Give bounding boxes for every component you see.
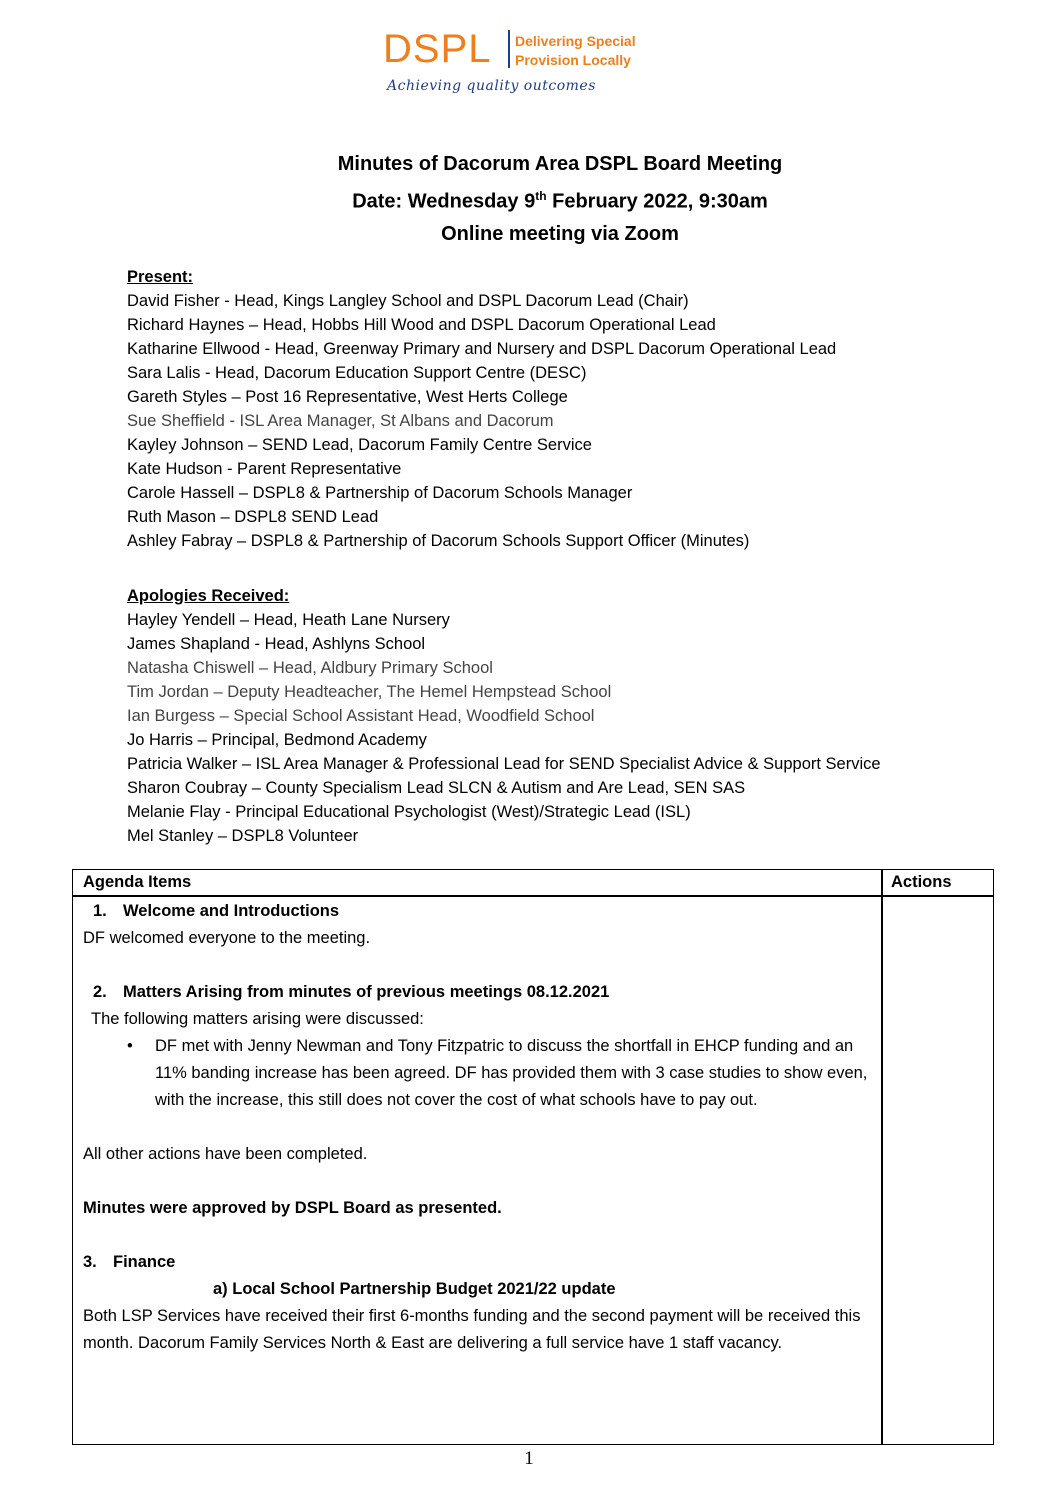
meeting-location: Online meeting via Zoom	[441, 222, 679, 245]
section-2-heading	[83, 979, 873, 1006]
spacer	[83, 1168, 873, 1195]
spacer	[83, 952, 873, 979]
present-list	[127, 265, 836, 553]
list-item: Natasha Chiswell – Head, Aldbury Primary School	[127, 659, 493, 677]
list-item: Jo Harris – Principal, Bedmond Academy	[127, 731, 427, 749]
section-2-bullet	[83, 1033, 873, 1114]
logo-subtitle-line2: Provision Locally	[515, 52, 631, 68]
list-item: Carole Hassell – DSPL8 & Partnership of Dacorum Schools Manager	[127, 484, 633, 502]
list-item: Mel Stanley – DSPL8 Volunteer	[127, 827, 359, 845]
section-2-intro: The following matters arising were discussed:	[91, 1010, 424, 1028]
column-divider	[881, 870, 883, 1444]
list-item: Sue Sheffield - ISL Area Manager, St Albans and Dacorum	[127, 412, 554, 430]
document-title: Minutes of Dacorum Area DSPL Board Meeting	[337, 153, 783, 175]
section-number: 2.	[93, 983, 107, 1001]
section-title: Finance	[113, 1253, 176, 1271]
list-item: Ruth Mason – DSPL8 SEND Lead	[127, 508, 379, 526]
bullet-text: DF met with Jenny Newman and Tony Fitzpatric to discuss the shortfall in EHCP funding and an 11% banding increase has been agreed. DF has provided them with 3 case studies to show even, with the increase, this still does not cover the cost of what schools have to pay out.	[155, 1037, 868, 1109]
section-2-other: All other actions have been completed.	[83, 1145, 368, 1163]
list-item: Ian Burgess – Special School Assistant Head, Woodfield School	[127, 707, 595, 725]
list-item: Kayley Johnson – SEND Lead, Dacorum Family Centre Service	[127, 436, 592, 454]
meeting-date-prefix: Date: Wednesday 9	[352, 190, 536, 213]
header-divider	[73, 895, 993, 897]
section-3a-heading: a) Local School Partnership Budget 2021/22 update	[213, 1280, 616, 1298]
list-item	[127, 800, 881, 824]
meeting-date-sup: th	[535, 189, 547, 203]
section-1-text: DF welcomed everyone to the meeting.	[83, 929, 371, 947]
apologies-list	[127, 584, 881, 848]
agenda-items-header: Agenda Items	[83, 873, 192, 891]
bullet-icon: •	[127, 1037, 133, 1055]
section-title: Welcome and Introductions	[123, 902, 340, 920]
present-heading: Present:	[127, 268, 194, 286]
list-item: Tim Jordan – Deputy Headteacher, The Hemel Hempstead School	[127, 683, 612, 701]
section-title: Matters Arising from minutes of previous meetings 08.12.2021	[123, 983, 610, 1001]
list-item: Richard Haynes – Head, Hobbs Hill Wood and DSPL Dacorum Operational Lead	[127, 316, 716, 334]
spacer	[83, 1222, 873, 1249]
logo-divider	[508, 30, 510, 68]
section-2-approved: Minutes were approved by DSPL Board as presented.	[83, 1199, 502, 1217]
document-header	[250, 148, 870, 250]
agenda-content	[83, 898, 873, 1357]
list-item: James Shapland - Head, Ashlyns School	[127, 635, 426, 653]
agenda-table	[72, 869, 994, 1445]
actions-header: Actions	[891, 873, 952, 891]
list-item: Gareth Styles – Post 16 Representative, West Herts College	[127, 388, 568, 406]
spacer	[83, 1114, 873, 1141]
dspl-logo	[383, 26, 683, 98]
page-number: 1	[524, 1448, 534, 1469]
section-3a-text: Both LSP Services have received their first 6-months funding and the second payment will be received this month. Dacorum Family Services North & East are delivering a full service have 1 staff vacancy.	[83, 1307, 861, 1352]
logo-subtitle	[515, 32, 636, 70]
list-item: Sharon Coubray – County Specialism Lead SLCN & Autism and Are Lead, SEN SAS	[127, 779, 746, 797]
list-item: Ashley Fabray – DSPL8 & Partnership of Dacorum Schools Support Officer (Minutes)	[127, 532, 750, 550]
section-number: 3.	[83, 1253, 97, 1271]
list-item: David Fisher - Head, Kings Langley School and DSPL Dacorum Lead (Chair)	[127, 292, 689, 310]
section-1-heading	[83, 898, 873, 925]
list-item: Kate Hudson - Parent Representative	[127, 460, 402, 478]
list-item: Sara Lalis - Head, Dacorum Education Support Centre (DESC)	[127, 364, 587, 382]
logo-brand: DSPL	[383, 27, 492, 71]
apologies-heading: Apologies Received:	[127, 587, 290, 605]
logo-subtitle-line1: Delivering Special	[515, 33, 636, 49]
meeting-date-suffix: February 2022, 9:30am	[546, 190, 768, 213]
section-number: 1.	[93, 902, 107, 920]
meeting-date	[250, 180, 870, 218]
list-item: Hayley Yendell – Head, Heath Lane Nursery	[127, 611, 450, 629]
list-item: Patricia Walker – ISL Area Manager & Professional Lead for SEND Specialist Advice & Support Service	[127, 755, 881, 773]
list-item-name: Melanie Flay - Principal Educational Psychologist (West)/Strategic Lead (ISL)	[127, 803, 691, 821]
list-item: Katharine Ellwood - Head, Greenway Primary and Nursery and DSPL Dacorum Operational Lead	[127, 340, 837, 358]
section-3-heading	[83, 1249, 873, 1276]
logo-tagline: Achieving quality outcomes	[387, 78, 596, 94]
